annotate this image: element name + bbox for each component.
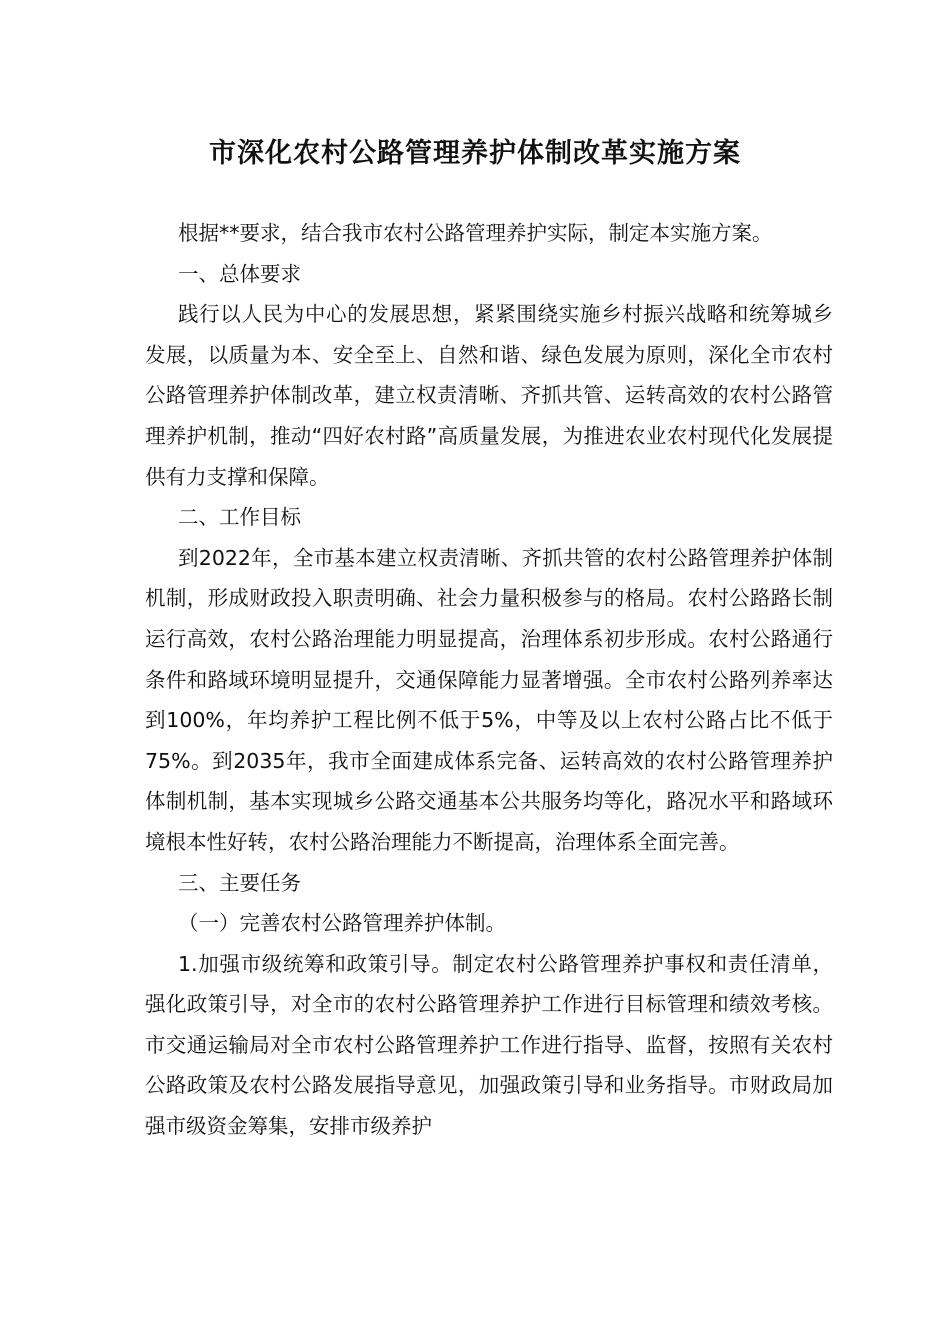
task-1-paragraph: 1.加强市级统筹和政策引导。制定农村公路管理养护事权和责任清单，强化政策引导，对全市的农村公路管理养护工作进行目标管理和绩效考核。市交通运输局对全市农村公路管理养护工作进行指导、监督，按照有关农村公路政策及农村公路发展指导意见，加强政策引导和业务指导。市财政局加强市级资金筹集，安排市级养护 bbox=[145, 951, 833, 1139]
overall-requirements-paragraph: 践行以人民为中心的发展思想，紧紧围绕实施乡村振兴战略和统筹城乡发展，以质量为本、安全至上、自然和谐、绿色发展为原则，深化全市农村公路管理养护体制改革，建立权责清晰、齐抓共管、运转高效的农村公路管理养护机制，推动“四好农村路”高质量发展，为推进农业农村现代化发展提供有力支撑和保障。 bbox=[145, 302, 833, 489]
intro-paragraph: 根据**要求，结合我市农村公路管理养护实际，制定本实施方案。 bbox=[178, 221, 773, 245]
subsection-heading-management-system: （一）完善农村公路管理养护体制。 bbox=[178, 911, 506, 936]
section-heading-main-tasks: 三、主要任务 bbox=[178, 870, 301, 895]
section-heading-work-goals: 二、工作目标 bbox=[178, 505, 301, 530]
section-heading-overall-requirements: 一、总体要求 bbox=[178, 261, 301, 286]
document-title: 市深化农村公路管理养护体制改革实施方案 bbox=[209, 138, 741, 169]
document-body bbox=[145, 213, 833, 1147]
work-goals-paragraph: 到2022年，全市基本建立权责清晰、齐抓共管的农村公路管理养护体制机制，形成财政投入职责明确、社会力量积极参与的格局。农村公路路长制运行高效，农村公路治理能力明显提高，治理体系初步形成。农村公路通行条件和路域环境明显提升，交通保障能力显著增强。全市农村公路列养率达到100%，年均养护工程比例不低于5%，中等及以上农村公路占比不低于75%。到2035年，我市全面建成体系完备、运转高效的农村公路管理养护体制机制，基本实现城乡公路交通基本公共服务均等化，路况水平和路域环境根本性好转，农村公路治理能力不断提高，治理体系全面完善。 bbox=[145, 545, 833, 854]
